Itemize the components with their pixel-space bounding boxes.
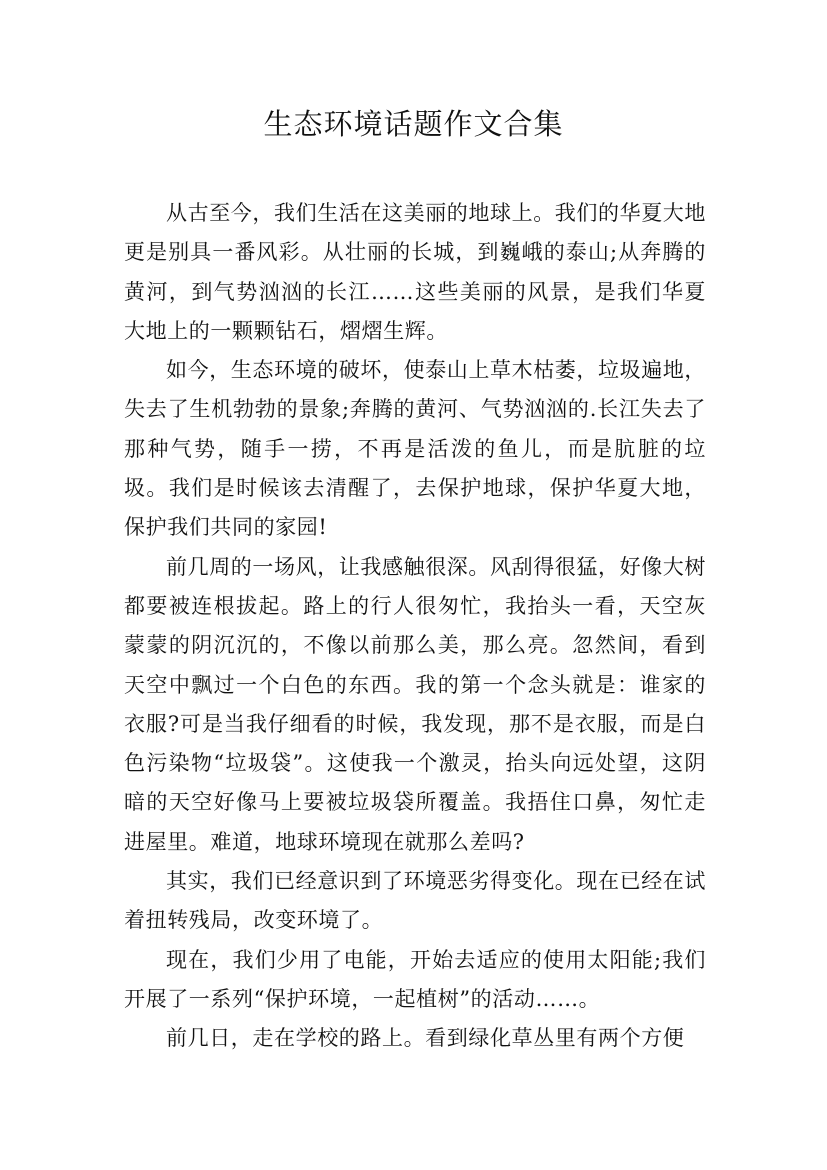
document-body bbox=[124, 194, 706, 1059]
paragraph-2: 如今，生态环境的破坏，使泰山上草木枯萎，垃圾遍地，失去了生机勃勃的景象;奔腾的黄河、气势汹汹的.长江失去了那种气势，随手一捞，不再是活泼的鱼儿，而是肮脏的垃圾。我们是时候该去清醒了，去保护地球，保护华夏大地，保护我们共同的家园! bbox=[124, 358, 706, 540]
document-title: 生态环境话题作文合集 bbox=[263, 107, 564, 141]
paragraph-3: 前几周的一场风，让我感触很深。风刮得很猛，好像大树都要被连根拔起。路上的行人很匆忙，我抬头一看，天空灰蒙蒙的阴沉沉的，不像以前那么美，那么亮。忽然间，看到天空中飘过一个白色的东西。我的第一个念头就是：谁家的衣服?可是当我仔细看的时候，我发现，那不是衣服，而是白色污染物“垃圾袋”。这使我一个激灵，抬头向远处望，这阴暗的天空好像马上要被垃圾袋所覆盖。我捂住口鼻，匆忙走进屋里。难道，地球环境现在就那么差吗? bbox=[124, 554, 706, 854]
paragraph-5: 现在，我们少用了电能，开始去适应的使用太阳能;我们开展了一系列“保护环境，一起植树”的活动……。 bbox=[124, 947, 706, 1011]
paragraph-4: 其实，我们已经意识到了环境恶劣得变化。现在已经在试着扭转残局，改变环境了。 bbox=[124, 869, 706, 933]
paragraph-1: 从古至今，我们生活在这美丽的地球上。我们的华夏大地更是别具一番风彩。从壮丽的长城，到巍峨的泰山;从奔腾的黄河，到气势汹汹的长江……这些美丽的风景，是我们华夏大地上的一颗颗钻石，熠熠生辉。 bbox=[124, 201, 706, 343]
paragraph-6: 前几日，走在学校的路上。看到绿化草丛里有两个方便 bbox=[166, 1026, 685, 1051]
